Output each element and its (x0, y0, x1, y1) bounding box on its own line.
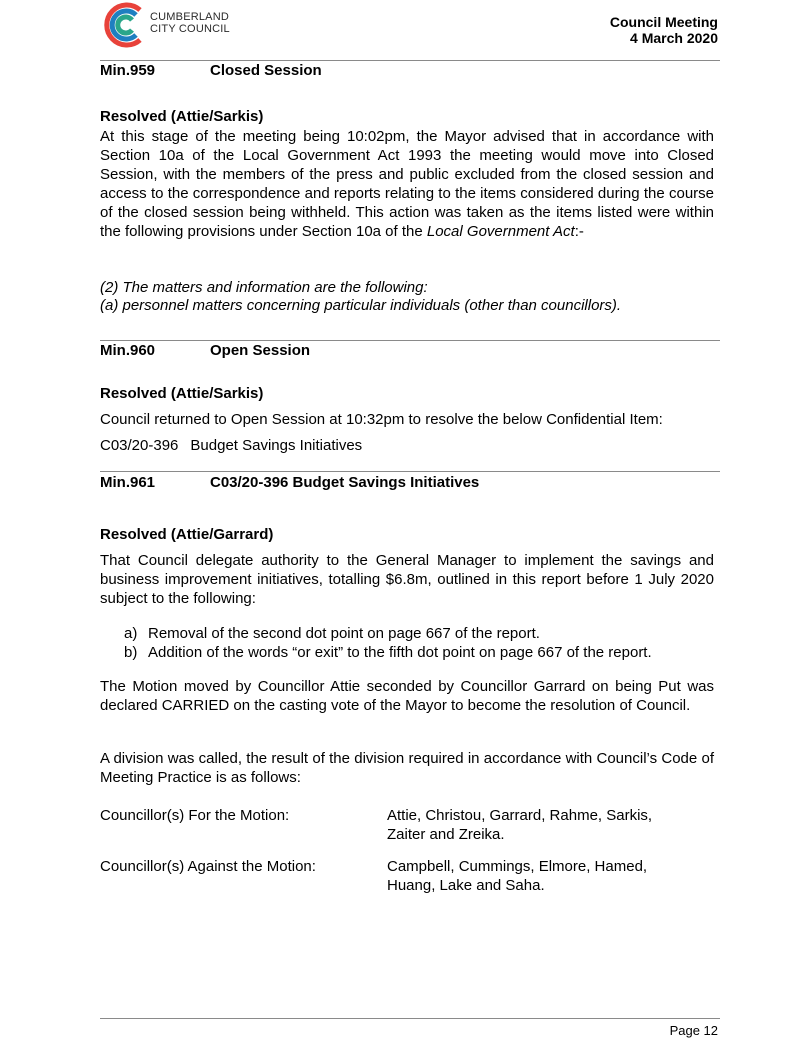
against-label: Councillor(s) Against the Motion: (100, 858, 316, 875)
matters-line: (a) personnel matters concerning particular individuals (other than councillors). (100, 297, 622, 314)
for-names (387, 806, 652, 844)
open-session-paragraph: Council returned to Open Session at 10:32pm to resolve the below Confidential Item: (100, 411, 663, 428)
for-names-line: Attie, Christou, Garrard, Rahme, Sarkis, (387, 807, 653, 824)
list-text: Addition of the words “or exit” to the fifth dot point on page 667 of the report. (148, 644, 652, 661)
council-logo (100, 2, 240, 48)
for-label: Councillor(s) For the Motion: (100, 807, 290, 824)
minute-number: Min.959 (100, 62, 156, 79)
minute-title: C03/20-396 Budget Savings Initiatives (210, 474, 480, 491)
logo-line2: CITY COUNCIL (150, 23, 230, 35)
meeting-header (610, 14, 718, 46)
item-code: C03/20-396 (100, 437, 179, 454)
minute-number: Min.960 (100, 342, 156, 359)
section-divider (100, 340, 720, 341)
against-names (387, 857, 647, 895)
page-number: Page 12 (669, 1023, 718, 1038)
logo-line1: CUMBERLAND (150, 11, 230, 23)
minute-title: Open Session (210, 342, 311, 359)
for-names-line: Zaiter and Zreika. (387, 826, 505, 843)
meeting-date: 4 March 2020 (630, 30, 718, 46)
confidential-item (100, 436, 714, 455)
c-logo-icon (100, 2, 148, 48)
list-label: a) (124, 625, 138, 642)
paragraph-end: :- (574, 223, 584, 240)
paragraph-text: At this stage of the meeting being 10:02pm, the Mayor advised that in accordance with Section 10a of the Local Government Act 1993 the meeting would move into Closed Session, with the members of the press and public excluded from the closed session and access to the correspondence and reports relating to the items considered during the course of the closed session being withheld. This action was taken as the items listed were within the following provisions under Section 10a of the (100, 128, 714, 240)
against-names-line: Campbell, Cummings, Elmore, Hamed, (387, 858, 648, 875)
resolved-heading: Resolved (Attie/Sarkis) (100, 108, 264, 125)
resolution-intro: That Council delegate authority to the General Manager to implement the savings and business improvement initiatives, totalling $6.8m, outlined in this report before 1 July 2020 subject to the following: (100, 552, 714, 607)
matters-line: (2) The matters and information are the following: (100, 279, 428, 296)
list-item (124, 624, 540, 643)
list-text: Removal of the second dot point on page 667 of the report. (148, 625, 540, 642)
closed-session-paragraph (100, 127, 714, 241)
act-name: Local Government Act (426, 223, 575, 240)
logo-wordmark (150, 11, 230, 35)
against-names-line: Huang, Lake and Saha. (387, 877, 545, 894)
minute-title: Closed Session (210, 62, 322, 79)
division-paragraph: A division was called, the result of the division required in accordance with Council’s Code of Meeting Practice is as follows: (100, 750, 714, 786)
list-label: b) (124, 644, 138, 661)
item-title: Budget Savings Initiatives (190, 437, 363, 454)
header-divider (100, 60, 720, 61)
motion-paragraph: The Motion moved by Councillor Attie seconded by Councillor Garrard on being Put was declared CARRIED on the casting vote of the Mayor to become the resolution of Council. (100, 678, 714, 714)
list-item (124, 643, 652, 662)
meeting-title: Council Meeting (609, 14, 718, 30)
minute-number: Min.961 (100, 474, 156, 491)
resolved-heading: Resolved (Attie/Sarkis) (100, 385, 264, 402)
section-divider (100, 471, 720, 472)
resolved-heading: Resolved (Attie/Garrard) (100, 526, 274, 543)
footer-divider (100, 1018, 720, 1019)
